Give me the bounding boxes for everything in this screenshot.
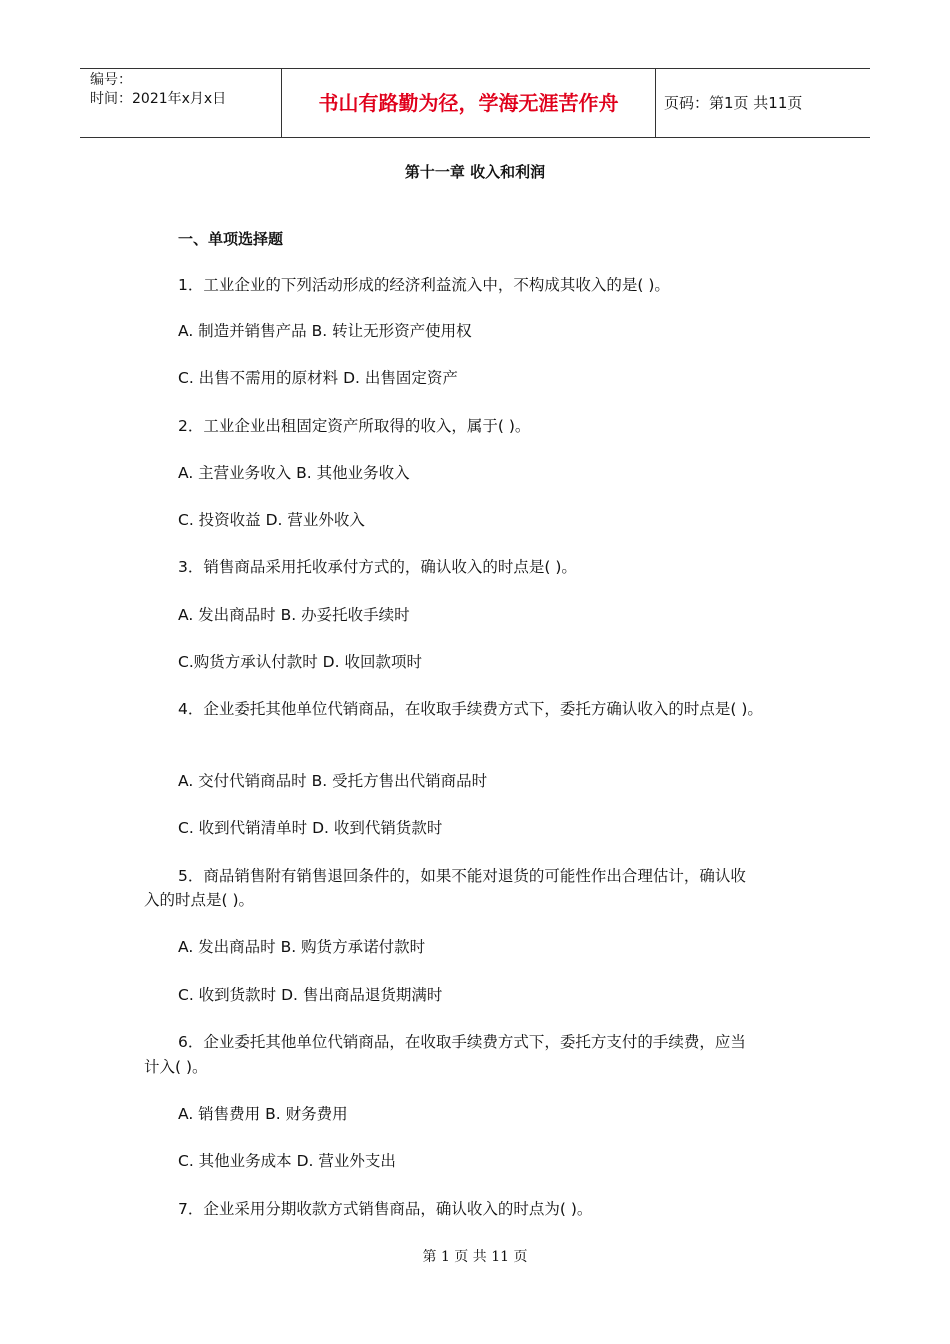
option-line: A. 制造并销售产品 B. 转让无形资产使用权 [178,322,472,340]
option-line: A. 发出商品时 B. 办妥托收手续时 [178,606,410,624]
page-footer: 第 1 页 共 11 页 [422,1249,528,1265]
option-line: C. 收到货款时 D. 售出商品退货期满时 [178,986,443,1004]
header-page-info: 页码：第1页 共11页 [664,94,803,112]
question-line: 6．企业委托其他单位代销商品，在收取手续费方式下，委托方支付的手续费，应当 [178,1033,746,1051]
option-line: C. 收到代销清单时 D. 收到代销货款时 [178,819,443,837]
header-motto: 书山有路勤为径，学海无涯苦作舟 [282,69,656,137]
time-label: 时间：2021年x月x日 [90,91,227,107]
option-line: A. 交付代销商品时 B. 受托方售出代销商品时 [178,772,488,790]
option-line: A. 主营业务收入 B. 其他业务收入 [178,464,410,482]
header-meta-cell [80,69,282,137]
option-line: C. 投资收益 D. 营业外收入 [178,511,365,529]
option-line: C.购货方承认付款时 D. 收回款项时 [178,653,422,671]
question-continuation: 计入( )。 [144,1058,208,1076]
question-line: 4．企业委托其他单位代销商品，在收取手续费方式下，委托方确认收入的时点是( )。 [178,700,763,718]
chapter-title: 第十一章 收入和利润 [404,163,546,181]
question-continuation: 入的时点是( )。 [144,891,255,909]
question-line: 5．商品销售附有销售退回条件的，如果不能对退货的可能性作出合理估计，确认收 [178,867,746,885]
page-header [80,68,870,138]
question-line: 1．工业企业的下列活动形成的经济利益流入中，不构成其收入的是( )。 [178,276,670,294]
question-line: 3．销售商品采用托收承付方式的，确认收入的时点是( )。 [178,558,577,576]
number-label: 编号： [90,72,132,88]
option-line: C. 出售不需用的原材料 D. 出售固定资产 [178,369,458,387]
section-heading: 一、单项选择题 [178,230,284,248]
question-line: 7．企业采用分期收款方式销售商品，确认收入的时点为( )。 [178,1200,593,1218]
option-line: C. 其他业务成本 D. 营业外支出 [178,1152,396,1170]
option-line: A. 销售费用 B. 财务费用 [178,1105,348,1123]
question-line: 2．工业企业出租固定资产所取得的收入，属于( )。 [178,417,531,435]
option-line: A. 发出商品时 B. 购货方承诺付款时 [178,938,426,956]
